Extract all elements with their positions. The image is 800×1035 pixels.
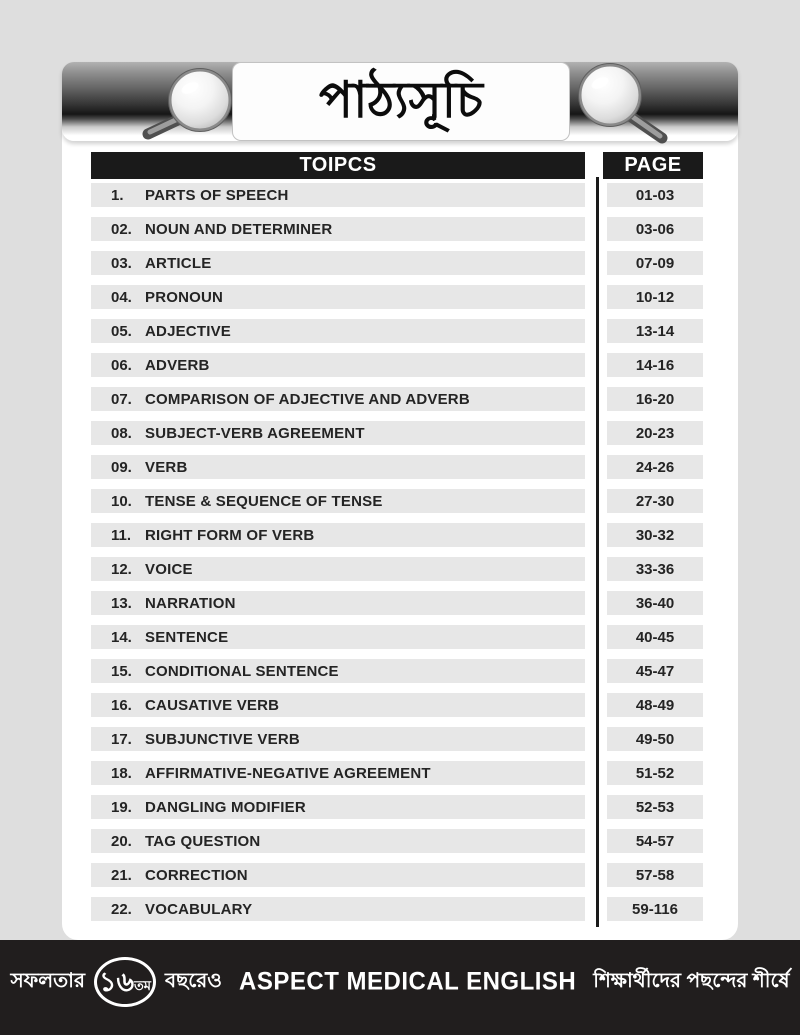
footer-tagline <box>0 954 800 1010</box>
topic-cell <box>91 523 585 547</box>
row-number: 13. <box>111 594 132 612</box>
magnifier-icon <box>562 62 742 142</box>
page-range-cell: 27-30 <box>607 489 703 513</box>
page-title: পাঠ্যসূচি <box>319 71 483 128</box>
row-topic-label: RIGHT FORM OF VERB <box>145 526 315 544</box>
topics-header-label: TOIPCS <box>299 154 377 176</box>
topic-cell <box>91 557 585 581</box>
topic-cell <box>91 183 585 207</box>
topic-cell <box>91 319 585 343</box>
row-number: 09. <box>111 458 132 476</box>
page-range-cell: 51-52 <box>607 761 703 785</box>
row-number: 06. <box>111 356 132 374</box>
row-number: 21. <box>111 866 132 884</box>
topic-cell <box>91 285 585 309</box>
row-divider <box>596 517 599 553</box>
table-row <box>91 353 703 377</box>
row-topic-label: SUBJUNCTIVE VERB <box>145 730 300 748</box>
row-topic-label: COMPARISON OF ADJECTIVE AND ADVERB <box>145 390 470 408</box>
page-range-cell: 13-14 <box>607 319 703 343</box>
topic-cell <box>91 625 585 649</box>
topic-cell <box>91 727 585 751</box>
row-divider <box>596 313 599 349</box>
page-range-cell: 45-47 <box>607 659 703 683</box>
page-range-cell: 10-12 <box>607 285 703 309</box>
row-topic-label: CORRECTION <box>145 866 248 884</box>
table-row <box>91 489 703 513</box>
row-topic-label: ADJECTIVE <box>145 322 231 340</box>
topic-cell <box>91 421 585 445</box>
page-range-cell: 59-116 <box>607 897 703 921</box>
footer-middle: বছরেও <box>164 969 222 992</box>
table-row <box>91 387 703 411</box>
row-topic-label: TAG QUESTION <box>145 832 261 850</box>
row-divider <box>596 755 599 791</box>
table-row <box>91 591 703 615</box>
row-number: 1. <box>111 186 124 204</box>
topic-cell <box>91 863 585 887</box>
row-topic-label: PARTS OF SPEECH <box>145 186 289 204</box>
row-divider <box>596 891 599 927</box>
row-divider <box>596 211 599 247</box>
topic-cell <box>91 591 585 615</box>
page-range-cell: 48-49 <box>607 693 703 717</box>
row-divider <box>596 721 599 757</box>
title-box <box>232 62 570 141</box>
badge-number: ১৬ <box>98 966 135 997</box>
row-divider <box>596 245 599 281</box>
row-number: 11. <box>111 526 132 544</box>
row-topic-label: NOUN AND DETERMINER <box>145 220 333 238</box>
topic-cell <box>91 659 585 683</box>
table-row <box>91 251 703 275</box>
page-range-cell: 01-03 <box>607 183 703 207</box>
page-range-cell: 36-40 <box>607 591 703 615</box>
row-number: 03. <box>111 254 132 272</box>
row-topic-label: DANGLING MODIFIER <box>145 798 306 816</box>
table-row <box>91 523 703 547</box>
row-topic-label: NARRATION <box>145 594 236 612</box>
row-number: 08. <box>111 424 132 442</box>
page-column-header <box>603 152 703 179</box>
table-row <box>91 455 703 479</box>
table-row <box>91 421 703 445</box>
footer-banner <box>0 940 800 1035</box>
row-topic-label: PRONOUN <box>145 288 224 306</box>
table-row <box>91 319 703 343</box>
row-number: 16. <box>111 696 132 714</box>
table-row <box>91 693 703 717</box>
table-row <box>91 183 703 207</box>
row-number: 17. <box>111 730 132 748</box>
row-topic-label: ARTICLE <box>145 254 212 272</box>
row-number: 22. <box>111 900 132 918</box>
row-topic-label: AFFIRMATIVE-NEGATIVE AGREEMENT <box>145 764 431 782</box>
table-row <box>91 217 703 241</box>
row-divider <box>596 279 599 315</box>
row-divider <box>596 551 599 587</box>
page-range-cell: 16-20 <box>607 387 703 411</box>
row-topic-label: SENTENCE <box>145 628 229 646</box>
brand-name: ASPECT MEDICAL ENGLISH <box>239 967 577 996</box>
row-divider <box>596 381 599 417</box>
row-divider <box>596 789 599 825</box>
table-row <box>91 795 703 819</box>
row-number: 02. <box>111 220 132 238</box>
page-header-label: PAGE <box>624 154 682 176</box>
row-divider <box>596 585 599 621</box>
topic-cell <box>91 489 585 513</box>
page-range-cell: 49-50 <box>607 727 703 751</box>
topic-cell <box>91 251 585 275</box>
page-range-cell: 07-09 <box>607 251 703 275</box>
row-topic-label: VOICE <box>145 560 193 578</box>
header-banner <box>62 62 738 141</box>
row-divider <box>596 653 599 689</box>
row-number: 20. <box>111 832 132 850</box>
topic-cell <box>91 761 585 785</box>
row-number: 14. <box>111 628 132 646</box>
anniversary-badge <box>94 957 156 1007</box>
table-row <box>91 285 703 309</box>
row-topic-label: VOCABULARY <box>145 900 253 918</box>
row-divider <box>596 483 599 519</box>
footer-prefix: সফলতার <box>10 969 85 992</box>
row-number: 12. <box>111 560 132 578</box>
row-number: 04. <box>111 288 132 306</box>
row-topic-label: SUBJECT-VERB AGREEMENT <box>145 424 365 442</box>
row-number: 18. <box>111 764 132 782</box>
table-row <box>91 863 703 887</box>
page-range-cell: 57-58 <box>607 863 703 887</box>
page-range-cell: 30-32 <box>607 523 703 547</box>
topic-cell <box>91 217 585 241</box>
row-divider <box>596 857 599 893</box>
table-row <box>91 625 703 649</box>
topic-cell <box>91 897 585 921</box>
table-row <box>91 761 703 785</box>
topic-cell <box>91 795 585 819</box>
topic-cell <box>91 455 585 479</box>
row-divider <box>596 823 599 859</box>
table-row <box>91 727 703 751</box>
page-range-cell: 03-06 <box>607 217 703 241</box>
row-divider <box>596 449 599 485</box>
table-row <box>91 829 703 853</box>
topic-cell <box>91 387 585 411</box>
topics-column-header <box>91 152 585 179</box>
table-row <box>91 659 703 683</box>
row-topic-label: VERB <box>145 458 188 476</box>
page-range-cell: 33-36 <box>607 557 703 581</box>
row-divider <box>596 415 599 451</box>
topic-cell <box>91 829 585 853</box>
row-number: 05. <box>111 322 132 340</box>
row-topic-label: ADVERB <box>145 356 210 374</box>
row-divider <box>596 619 599 655</box>
row-divider <box>596 687 599 723</box>
page-range-cell: 52-53 <box>607 795 703 819</box>
badge-suffix: তম <box>134 977 152 993</box>
row-number: 19. <box>111 798 132 816</box>
topic-cell <box>91 353 585 377</box>
table-row <box>91 557 703 581</box>
row-divider <box>596 177 599 213</box>
row-number: 15. <box>111 662 132 680</box>
page-range-cell: 54-57 <box>607 829 703 853</box>
table-row <box>91 897 703 921</box>
row-divider <box>596 347 599 383</box>
topic-cell <box>91 693 585 717</box>
row-topic-label: CONDITIONAL SENTENCE <box>145 662 339 680</box>
row-number: 10. <box>111 492 132 510</box>
page-range-cell: 14-16 <box>607 353 703 377</box>
footer-suffix: শিক্ষার্থীদের পছন্দের শীর্ষে <box>593 969 790 992</box>
row-topic-label: CAUSATIVE VERB <box>145 696 280 714</box>
row-number: 07. <box>111 390 132 408</box>
row-topic-label: TENSE & SEQUENCE OF TENSE <box>145 492 383 510</box>
page-range-cell: 24-26 <box>607 455 703 479</box>
page-range-cell: 40-45 <box>607 625 703 649</box>
page-range-cell: 20-23 <box>607 421 703 445</box>
